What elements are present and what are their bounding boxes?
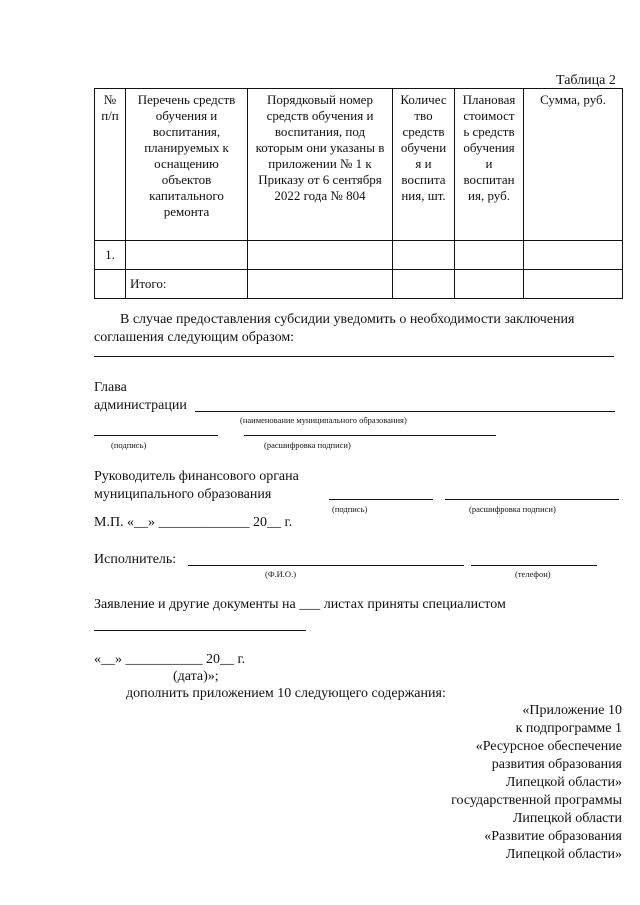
header-planned-cost: Плановая стоимост ь средств обучения и воспитан ия, руб.: [455, 89, 524, 241]
appendix-line: государственной программы: [451, 793, 622, 808]
date-caption: (дата)»;: [173, 669, 219, 684]
agreement-method-line: [94, 356, 614, 357]
fin-signature-line: [329, 499, 433, 500]
table-cell: [248, 241, 393, 270]
appendix-block: [451, 702, 622, 864]
table-cell: [248, 270, 393, 299]
table-label: Таблица 2: [556, 73, 616, 88]
subsidy-table: [94, 88, 623, 299]
para-subsidy-line2: соглашения следующим образом:: [94, 330, 295, 345]
table-cell: [524, 241, 623, 270]
appendix-line: развития образования: [491, 757, 622, 772]
header-order-number: Порядковый номер средств обучения и воспитания, под которым они указаны в приложении № 1 к Приказу от 6 сентября 2022 года № 804: [248, 89, 393, 241]
appendix-line: Липецкой области: [512, 811, 622, 826]
executor-label: Исполнитель:: [94, 552, 177, 567]
executor-phone-line: [471, 565, 597, 566]
specialist-line: [94, 630, 306, 631]
table-total-row: [95, 270, 623, 299]
row-number: 1.: [95, 241, 126, 270]
fin-municipality-label: муниципального образования: [94, 487, 272, 502]
appendix-line: Липецкой области»: [505, 775, 622, 790]
executor-fio-line: [188, 565, 464, 566]
signature-line: [94, 435, 218, 436]
table-cell: [393, 270, 455, 299]
caption-signature-2: (подпись): [332, 504, 368, 514]
stamp-date-line: М.П. «__» _____________ 20__ г.: [94, 515, 293, 530]
administration-label: администрации: [94, 398, 187, 413]
table-cell: [126, 241, 248, 270]
header-quantity: Количес тво средств обучени я и воспита ния, шт.: [393, 89, 455, 241]
fin-head-label: Руководитель финансового органа: [94, 469, 299, 484]
table-cell: [95, 270, 126, 299]
appendix-line: к подпрограмме 1: [515, 721, 622, 736]
municipality-name-line: [195, 411, 615, 412]
caption-signature-decode-2: (расшифровка подписи): [469, 504, 556, 514]
table-cell: [393, 241, 455, 270]
table-cell: [455, 241, 524, 270]
caption-signature: (подпись): [111, 440, 147, 450]
caption-signature-decode: (расшифровка подписи): [264, 440, 351, 450]
fin-signature-decode-line: [445, 499, 619, 500]
head-label: Глава: [94, 380, 127, 395]
accepted-text: Заявление и другие документы на ___ листах приняты специалистом: [94, 597, 506, 612]
total-label: Итого:: [126, 270, 248, 299]
header-items-list: Перечень средств обучения и воспитания, планируемых к оснащению объектов капитального ремонта: [126, 89, 248, 241]
appendix-line: Липецкой области»: [505, 847, 622, 862]
appendix-line: «Приложение 10: [522, 703, 622, 718]
date-line: «__» ___________ 20__ г.: [94, 652, 246, 667]
signature-decode-line: [244, 435, 496, 436]
caption-fio: (Ф.И.О.): [265, 569, 297, 579]
table-header-row: [95, 89, 623, 241]
supplement-text: дополнить приложением 10 следующего содержания:: [126, 686, 446, 701]
table-row: [95, 241, 623, 270]
header-number: № п/п: [95, 89, 126, 241]
table-cell: [455, 270, 524, 299]
caption-municipality: (наименование муниципального образования): [240, 415, 407, 425]
appendix-line: «Ресурсное обеспечение: [475, 739, 622, 754]
table-cell: [524, 270, 623, 299]
header-sum: Сумма, руб.: [524, 89, 623, 241]
appendix-line: «Развитие образования: [484, 829, 622, 844]
para-subsidy-line1: В случае предоставления субсидии уведомить о необходимости заключения: [120, 312, 575, 327]
caption-phone: (телефон): [515, 569, 551, 579]
